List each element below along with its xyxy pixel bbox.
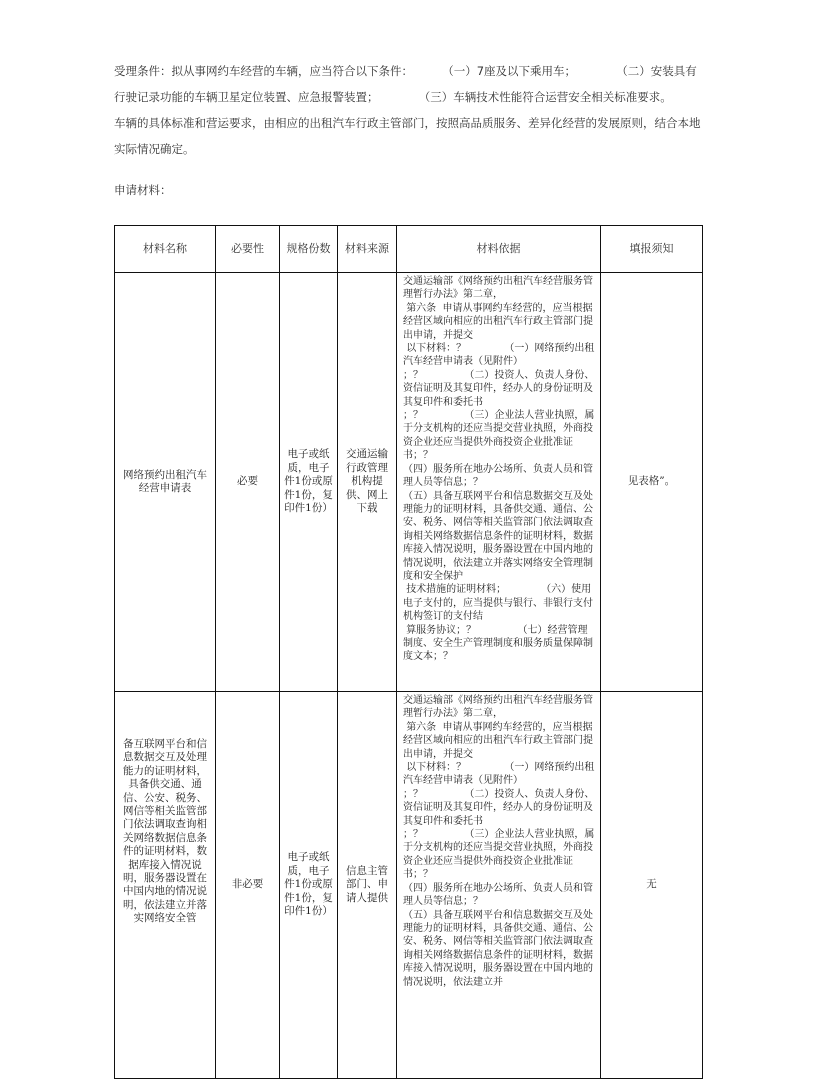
header-spec-copies: 规格份数 (280, 226, 338, 273)
acceptance-conditions-paragraph: 受理条件：拟从事网约车经营的车辆，应当符合以下条件： （一）7座及以下乘用车； （二）安装具有行驶记录功能的车辆卫星定位装置、应急报警装置； （三）车辆技术性能符合运营安全相关标准要求。 车辆的具体标准和营运要求，由相应的出租汽车行政主管部门，按照高品质服务、差异化经营的发展原则，结合本地实际情况确定。 (114, 64, 709, 156)
header-material-source: 材料来源 (338, 226, 397, 273)
spec-cell: 电子或纸质，电子件1份或原件1份，复印件1份） (280, 273, 338, 692)
header-material-basis: 材料依据 (397, 226, 601, 273)
basis-cell: 交通运输部《网络预约出租汽车经营服务管理暂行办法》第二章， 第六条 申请从事网约车经营的，应当根据经营区域向相应的出租汽车行政主管部门提出申请，并提交 以下材料：？ （一）网络预约出租汽车经营申请表（见附件） ；？ （二）投资人、负责人身份、资信证明及其复印件，经办人的身份证明及其复印件和委托书 ；？ （三）企业法人营业执照，属于分支机构的还应当提交营业执照，外商投资企业还应当提供外商投资企业批准证书；？ （四）服务所在地办公场所、负责人员和管理人员等信息；？ （五）具备互联网平台和信息数据交互及处理能力的证明材料，具备供交通、通信、公安、税务、网信等相关监管部门依法调取查询相关网络数据信息条件的证明材料，数据库接入情况说明，服务器设置在中国内地的情况说明，依法建立并 (397, 692, 601, 1079)
basis-cell: 交通运输部《网络预约出租汽车经营服务管理暂行办法》第二章， 第六条 申请从事网约车经营的，应当根据经营区域向相应的出租汽车行政主管部门提出申请，并提交 以下材料：？ （一）网络预约出租汽车经营申请表（见附件） ；？ （二）投资人、负责人身份、资信证明及其复印件，经办人的身份证明及其复印件和委托书 ；？ （三）企业法人营业执照，属于分支机构的还应当提交营业执照，外商投资企业还应当提供外商投资企业批准证书；？ （四）服务所在地办公场所、负责人员和管理人员等信息；？ （五）具备互联网平台和信息数据交互及处理能力的证明材料，具备供交通、通信、公安、税务、网信等相关监管部门依法调取查询相关网络数据信息条件的证明材料，数据库接入情况说明，服务器设置在中国内地的情况说明，依法建立并落实网络安全管理制度和安全保护 技术措施的证明材料； （六）使用电子支付的，应当提供与银行、非银行支付机构签订的支付结 算服务协议；？ （七）经营管理制度、安全生产管理制度和服务质量保障制度文本；？ (397, 273, 601, 692)
notes-cell: 见表格”。 (601, 273, 703, 692)
header-material-name: 材料名称 (115, 226, 216, 273)
necessity-cell: 非必要 (216, 692, 280, 1079)
materials-table (114, 225, 703, 1079)
materials-label: 申请材料： (114, 183, 172, 197)
header-filling-notes: 填报须知 (601, 226, 703, 273)
source-cell: 信息主管部门、申请人提供 (338, 692, 397, 1079)
necessity-cell: 必要 (216, 273, 280, 692)
source-cell: 交通运输行政管理机构提供、网上下载 (338, 273, 397, 692)
material-name-cell: 网络预约出租汽车经营申请表 (115, 273, 216, 692)
notes-cell: 无 (601, 692, 703, 1079)
material-name-cell: 备互联网平台和信息数据交互及处理能力的证明材料，具备供交通、通信、公安、税务、网信等相关监管部门依法调取查询相关网络数据信息条件的证明材料，数据库接入情况说明，服务器设置在中国内地的情况说明，依法建立并落实网络安全管 (115, 692, 216, 1079)
table-row (115, 692, 703, 1079)
table-row (115, 273, 703, 692)
header-necessity: 必要性 (216, 226, 280, 273)
spec-cell: 电子或纸质，电子件1份或原件1份，复印件1份） (280, 692, 338, 1079)
table-header-row (115, 226, 703, 273)
